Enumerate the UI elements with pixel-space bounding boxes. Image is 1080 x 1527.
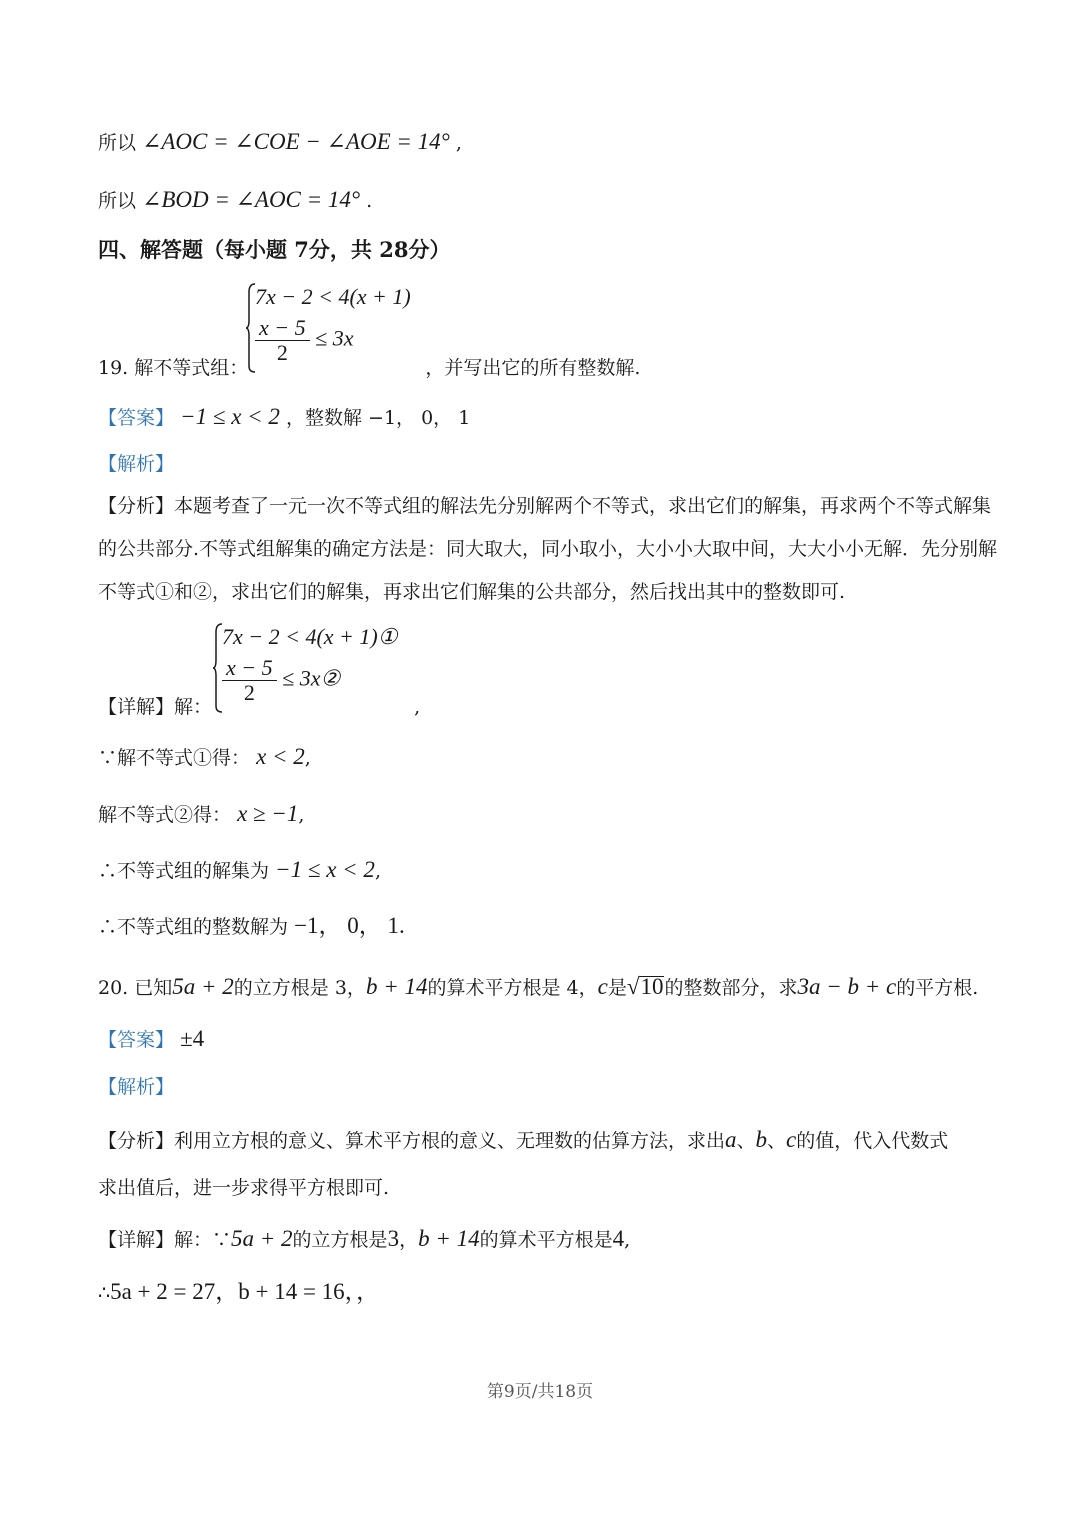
step-1 (98, 745, 311, 770)
text: 、 (736, 1130, 756, 1152)
math: b + 14 (418, 1226, 480, 1251)
math: x ≥ −1 (237, 801, 299, 826)
step-3 (98, 858, 381, 883)
q20-line (98, 975, 978, 1000)
math-solution: ±4 (180, 1026, 205, 1051)
text: 、 (767, 1130, 787, 1152)
xj19-ineq-1: 7x − 2 < 4(x + 1)① (222, 624, 398, 649)
math: 5a + 2 (172, 974, 234, 999)
math: x < 2 (256, 744, 305, 769)
text: 所以 (98, 132, 137, 154)
text: 的算术平方根是 4， (427, 977, 598, 999)
math-angle-aoc: ∠AOC = ∠COE − ∠AOE = 14° (142, 129, 450, 154)
sqrt-radicand: 10 (640, 974, 664, 999)
analysis-tag-20: 【解析】 (98, 1076, 175, 1098)
answer-20 (98, 1027, 204, 1052)
math: 4 (612, 1226, 625, 1251)
answer-tag: 【答案】 (98, 407, 175, 429)
therefore-symbol: ∴ (98, 1282, 111, 1304)
inequality-rhs: ≤ 3x (315, 325, 354, 351)
math: c (786, 1127, 797, 1152)
text: ，并写出它的所有整数解. (425, 357, 641, 379)
step-2 (98, 802, 304, 827)
math-angle-bod: ∠BOD = ∠AOC = 14° (142, 187, 361, 212)
xiangjie-20-result (98, 1280, 379, 1305)
math: −1， 0， 1. (294, 913, 405, 938)
text: 的整数部分，求 (664, 977, 798, 999)
fenxi-19-line-2: 的公共部分.不等式组解集的确定方法是：同大取大，同小取小，大小小大取中间，大大小小无解．先分别解 (98, 538, 998, 560)
question-number: 19. 解不等式组： (98, 357, 249, 379)
text: , (414, 696, 421, 718)
page-footer: 第9页/共18页 (486, 1382, 594, 1402)
math: b (755, 1127, 768, 1152)
text: , (624, 1229, 631, 1251)
answer-tag: 【答案】 (98, 1029, 175, 1051)
text: , (374, 860, 381, 882)
text: , (304, 747, 311, 769)
text: ， (399, 1229, 419, 1251)
text: 【分析】利用立方根的意义、算术平方根的意义、无理数的估算方法，求出 (98, 1130, 726, 1152)
line-bod (98, 188, 372, 213)
sqrt-expression: √10 (626, 974, 664, 999)
section-heading: 四、解答题（每小题 7分，共 28分） (98, 237, 451, 262)
math: 5a + 2 (231, 1226, 293, 1251)
text: , (455, 132, 462, 154)
answer-19 (98, 405, 470, 430)
text: 的算术平方根是 (479, 1229, 613, 1251)
xiangjie-19-line (98, 695, 420, 719)
text: 所以 (98, 190, 137, 212)
math: 5a + 2 = 27，b + 14 = 16，， (110, 1279, 380, 1304)
analysis-tag-19: 【解析】 (98, 453, 175, 475)
fenxi-19-line-3: 不等式①和②，求出它们的解集，再求出它们解集的公共部分，然后找出其中的整数即可. (98, 581, 846, 603)
text: 的值，代入代数式 (796, 1130, 949, 1152)
text: 的平方根. (896, 977, 979, 999)
text: 的立方根是 (292, 1229, 388, 1251)
text: 是 (607, 977, 627, 999)
text: 的立方根是 3， (233, 977, 366, 999)
fraction-denominator: 2 (276, 340, 288, 365)
fenxi-tag: 【分析】 (98, 495, 175, 517)
step-4 (98, 914, 405, 939)
fenxi-19-line-1 (98, 494, 991, 518)
math: b + 14 (365, 974, 428, 999)
q19-ineq-1: 7x − 2 < 4(x + 1) (255, 284, 411, 309)
line-aoc (98, 130, 462, 155)
text: ，整数解 −1， 0， 1 (285, 407, 471, 429)
xiangjie-tag: 【详解】解：∵ (98, 1229, 232, 1251)
text: 本题考查了一元一次不等式组的解法先分别解两个不等式，求出它们的解集，再求两个不等式解集 (174, 495, 992, 517)
xiangjie-tag: 【详解】解： (98, 696, 213, 718)
text: . (366, 190, 373, 212)
math: c (597, 974, 608, 999)
text: 解不等式②得： (98, 804, 232, 826)
fenxi-20-line-2: 求出值后，进一步求得平方根即可. (98, 1177, 390, 1199)
inequality-rhs: ≤ 3x② (282, 665, 341, 691)
fraction-denominator: 2 (243, 680, 255, 705)
text: ∴不等式组的解集为 (98, 860, 270, 882)
text: ∵解不等式①得： (98, 747, 251, 769)
text: ∴不等式组的整数解为 (98, 916, 289, 938)
math: −1 ≤ x < 2 (275, 857, 375, 882)
math: a (725, 1127, 737, 1152)
math-solution: −1 ≤ x < 2 (180, 404, 280, 429)
xiangjie-20-line (98, 1227, 630, 1252)
math: 3a − b + c (797, 974, 897, 999)
text: , (298, 804, 305, 826)
fenxi-20-line-1 (98, 1128, 948, 1153)
question-number: 20. 已知 (98, 977, 173, 999)
fraction-numerator: x − 5 (222, 656, 277, 681)
math: 3 (387, 1226, 400, 1251)
q19-line (98, 356, 640, 380)
fraction-numerator: x − 5 (255, 316, 310, 341)
